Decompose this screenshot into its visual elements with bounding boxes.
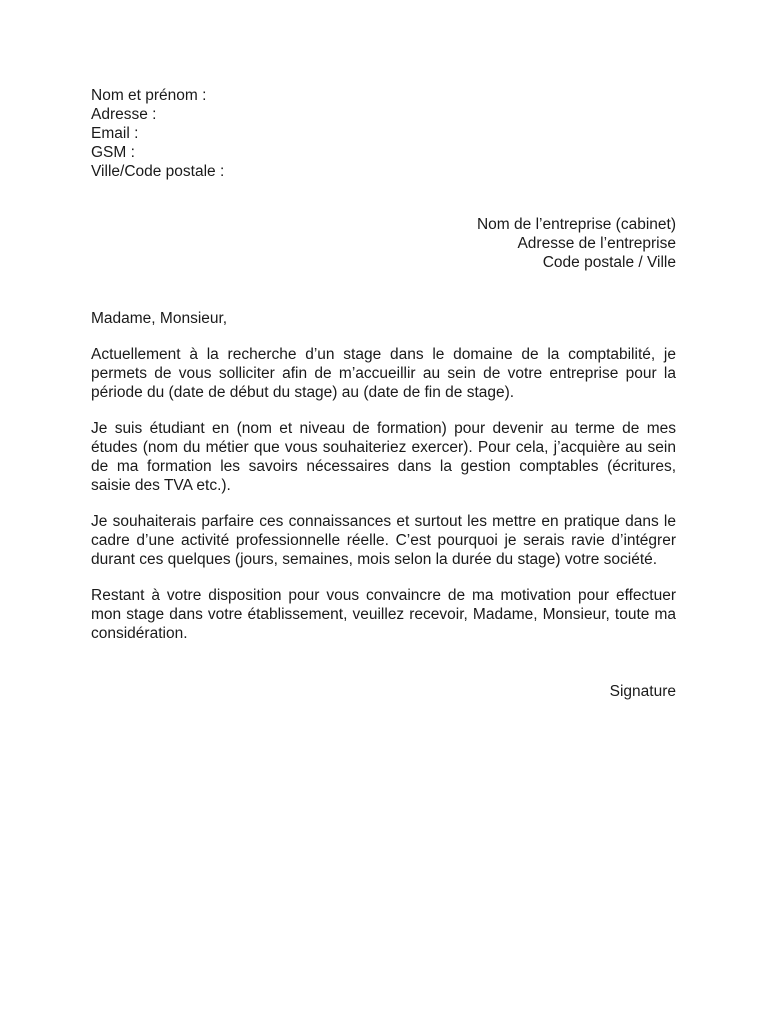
paragraph-introduction: Actuellement à la recherche d’un stage dans le domaine de la comptabilité, je permets de vous solliciter afin de m’accueillir au sein de votre entreprise pour la période du (date de début du stage) au (date de fin de stage). bbox=[91, 346, 676, 401]
sender-city-line: Ville/Code postale : bbox=[91, 163, 225, 180]
paragraph-education: Je suis étudiant en (nom et niveau de formation) pour devenir au terme de mes études (nom du métier que vous souhaiteriez exercer). Pour cela, j’acquière au sein de ma formation les savoirs nécessaires dans la gestion comptables (écritures, saisie des TVA etc.). bbox=[91, 420, 676, 494]
recipient-address-line: Adresse de l’entreprise bbox=[517, 235, 676, 252]
recipient-city-line: Code postale / Ville bbox=[542, 254, 676, 271]
sender-phone-line: GSM : bbox=[91, 144, 135, 161]
sender-name-line: Nom et prénom : bbox=[91, 87, 207, 104]
sender-email-line: Email : bbox=[91, 125, 139, 142]
recipient-company-line: Nom de l’entreprise (cabinet) bbox=[476, 216, 676, 233]
paragraph-closing: Restant à votre disposition pour vous convaincre de ma motivation pour effectuer mon stage dans votre établissement, veuillez recevoir, Madame, Monsieur, toute ma considération. bbox=[91, 587, 676, 642]
letter-body bbox=[91, 309, 676, 660]
recipient-block bbox=[477, 215, 676, 272]
paragraph-motivation: Je souhaiterais parfaire ces connaissances et surtout les mettre en pratique dans le cadre d’une activité professionnelle réelle. C’est pourquoi je serais ravie d’intégrer durant ces quelques (jours, semaines, mois selon la durée du stage) votre société. bbox=[91, 513, 676, 568]
sender-address-line: Adresse : bbox=[91, 106, 157, 123]
salutation: Madame, Monsieur, bbox=[91, 310, 228, 327]
signature-label: Signature bbox=[609, 683, 676, 700]
sender-block bbox=[91, 86, 224, 181]
